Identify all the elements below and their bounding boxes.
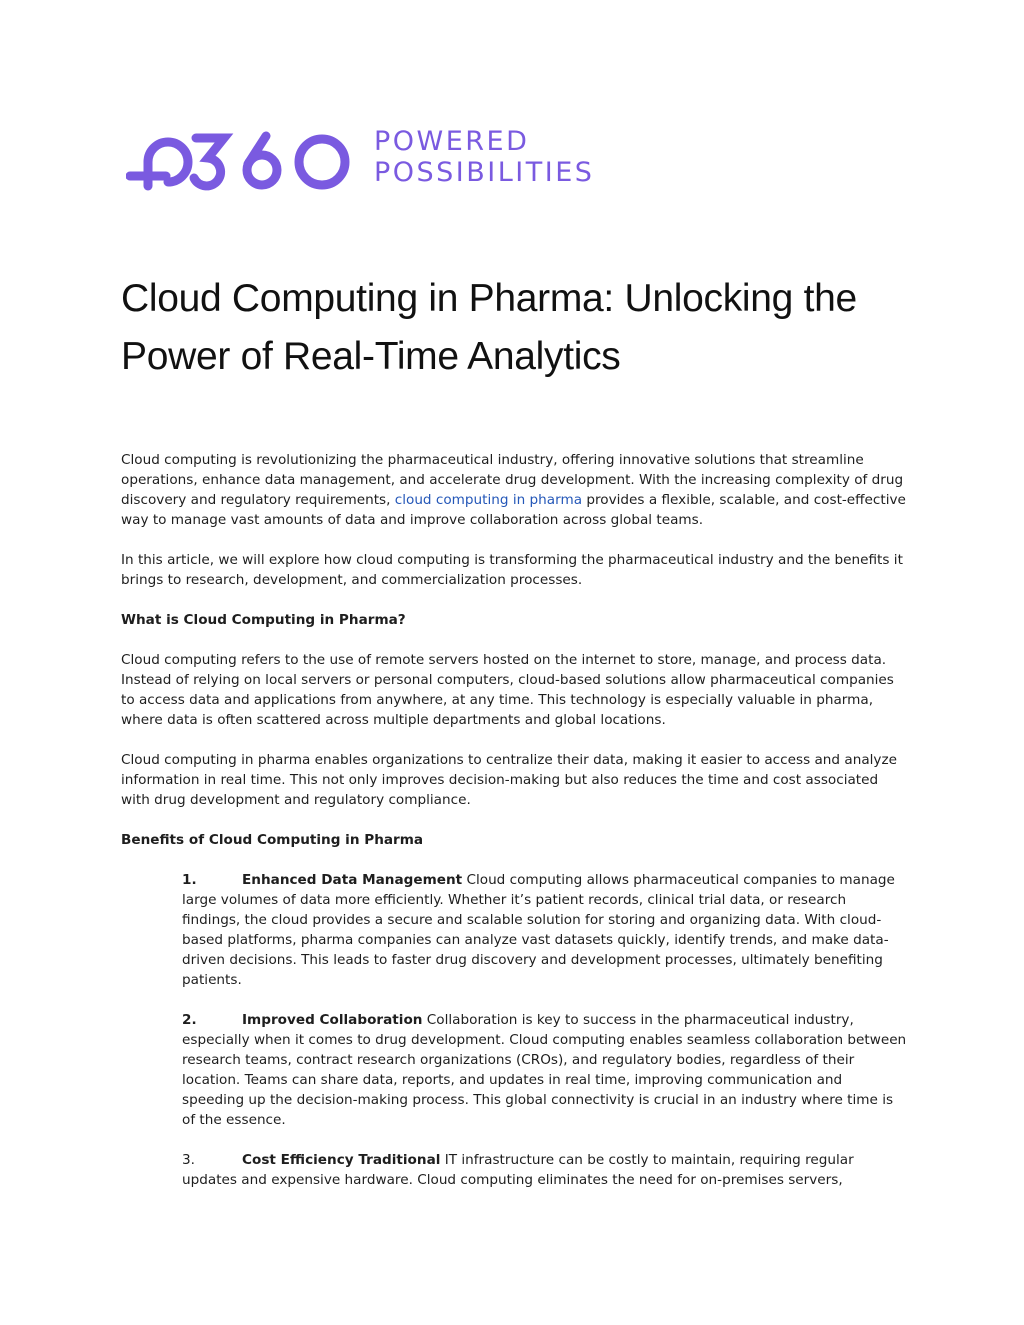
p360-logo — [126, 126, 626, 192]
section-heading-benefits: Benefits of Cloud Computing in Pharma — [121, 832, 424, 848]
page-title: Cloud Computing in Pharma: Unlocking the Power of Real-Time Analytics — [121, 277, 857, 378]
benefit-title: Improved Collaboration — [242, 1012, 423, 1028]
benefit-number: 2. — [182, 1012, 197, 1028]
p360-logo-mark — [126, 126, 361, 192]
intro-paragraph — [121, 450, 911, 530]
benefit-text: Cloud computing allows pharmaceutical companies to manage large volumes of data more efficiently. Whether it’s patient records, clinical trial data, or research findings, the cloud provides a secure and scalable solution for storing and organizing data. With cloud-based platforms, pharma companies can analyze vast datasets quickly, identify trends, and make data-driven decisions. This leads to faster drug discovery and development processes, ultimately benefiting patients. — [182, 872, 895, 988]
intro-text-before: Cloud computing is revolutionizing the pharmaceutical industry, offering innovative solutions that streamline operations, enhance data management, and accelerate drug development. With the increasing complexity of drug discovery and regulatory requirements, — [121, 452, 904, 508]
logo-tagline-line2: POSSIBILITIES — [374, 157, 595, 188]
logo-tagline-line1: POWERED — [374, 126, 530, 157]
logo-tagline — [374, 126, 594, 188]
centralize-paragraph: Cloud computing in pharma enables organizations to centralize their data, making it easier to access and analyze information in real time. This not only improves decision-making but also reduces the time and cost associated with drug development and regulatory compliance. — [121, 752, 897, 808]
benefit-number: 1. — [182, 872, 197, 888]
article-overview-paragraph: In this article, we will explore how cloud computing is transforming the pharmaceutical industry and the benefits it brings to research, development, and commercialization processes. — [121, 552, 903, 588]
section-heading-what-is: What is Cloud Computing in Pharma? — [121, 612, 406, 628]
benefit-item-3 — [182, 1150, 907, 1190]
benefit-text: IT infrastructure can be costly to maintain, requiring regular updates and expensive hardware. Cloud computing eliminates the need for on-premises servers, — [182, 1152, 854, 1188]
definition-paragraph: Cloud computing refers to the use of remote servers hosted on the internet to store, manage, and process data. Instead of relying on local servers or personal computers, cloud-based solutions allow pharmaceutical companies to access data and applications from anywhere, at any time. This technology is especially valuable in pharma, where data is often scattered across multiple departments and global locations. — [121, 652, 894, 728]
benefit-item-1 — [182, 870, 907, 990]
benefit-number: 3. — [182, 1152, 195, 1168]
article-body — [121, 450, 911, 1210]
benefit-title: Enhanced Data Management — [242, 872, 463, 888]
benefit-text: Collaboration is key to success in the pharmaceutical industry, especially when it comes to drug development. Cloud computing enables seamless collaboration between research teams, contract research organizations (CROs), and regulatory bodies, regardless of their location. Teams can share data, reports, and updates in real time, improving communication and speeding up the decision-making process. This global connectivity is crucial in an industry where time is of the essence. — [182, 1012, 907, 1128]
intro-text-after: provides a flexible, scalable, and cost-effective way to manage vast amounts of data and improve collaboration across global teams. — [121, 492, 906, 528]
benefit-title: Cost Efficiency Traditional — [242, 1152, 441, 1168]
cloud-computing-pharma-link[interactable]: cloud computing in pharma — [394, 492, 583, 508]
benefit-item-2 — [182, 1010, 907, 1130]
